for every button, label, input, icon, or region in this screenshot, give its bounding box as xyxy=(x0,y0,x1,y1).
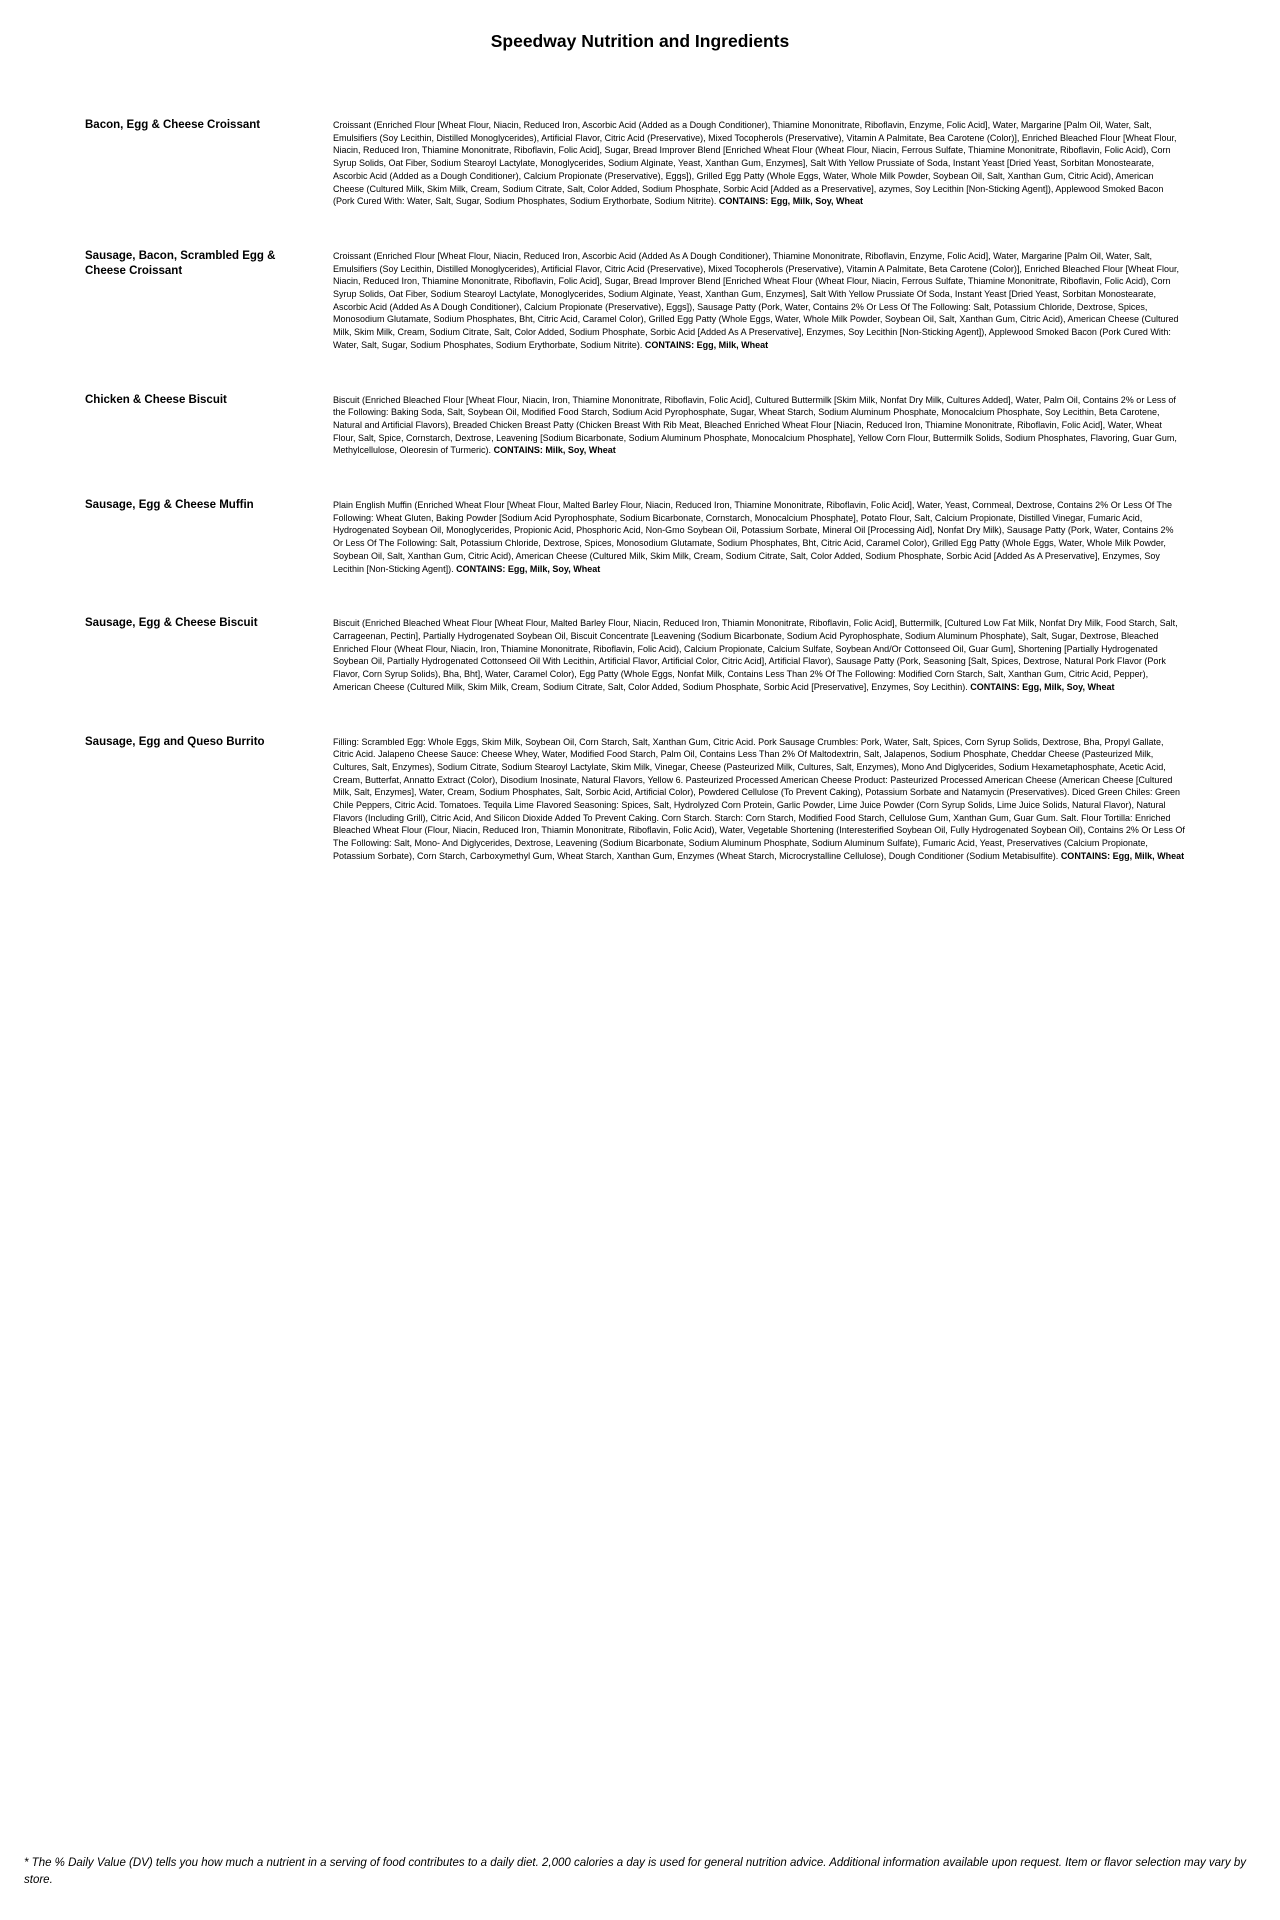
item-name: Sausage, Egg & Cheese Biscuit xyxy=(85,617,258,630)
item-row xyxy=(85,617,1280,693)
item-contains-allergens: CONTAINS: Egg, Milk, Soy, Wheat xyxy=(970,681,1115,692)
page-title: Speedway Nutrition and Ingredients xyxy=(490,31,790,51)
item-ingredients xyxy=(333,617,1186,693)
item-ingredients-text: Filling: Scrambled Egg: Whole Eggs, Skim Milk, Soybean Oil, Corn Starch, Salt, Xanthan Gum, Citric Acid. Pork Sausage Crumbles: Pork, Water, Salt, Spices, Corn Syrup Solids, Dextrose, Bha, Propyl Gallate, Citric Acid. Jalapeno Cheese Sauce: Cheese Whey, Water, Modified Food Starch, Palm Oil, Contains Less Than 2% Of Maltodextrin, Salt, Jalapenos, Sodium Phosphate, Cheddar Cheese (Pasteurized Milk, Cultures, Salt, Enzymes), Sodium Citrate, Sodium Stearoyl Lactylate, Skim Milk, Vinegar, Cheese (Pasteurized Milk, Cultures, Salt, Enzymes), Mono And Diglycerides, Sodium Hexametaphosphate, Acetic Acid, Cream, Butterfat, Annatto Extract (Color), Disodium Inosinate, Natural Flavors, Yellow 6. Pasteurized Processed American Cheese Product: Pasteurized Processed American Cheese (American Cheese [Cultured Milk, Salt, Enzymes], Water, Cream, Sodium Phosphates, Salt, Sorbic Acid, Artificial Color), Powdered Cellulose (To Prevent Caking), Potassium Sorbate and Natamycin (Preservatives). Diced Green Chiles: Green Chile Peppers, Citric Acid. Tomatoes. Tequila Lime Flavored Seasoning: Spices, Salt, Hydrolyzed Corn Protein, Garlic Powder, Lime Juice Powder (Corn Syrup Solids, Lime Juice Solids, Natural Flavor), Natural Flavors (Including Grill), Citric Acid, And Silicon Dioxide Added To Prevent Caking. Corn Starch. Starch: Corn Starch, Modified Food Starch, Cellulose Gum, Xanthan Gum, Guar Gum. Salt. Flour Tortilla: Enriched Bleached Wheat Flour (Flour, Niacin, Reduced Iron, Thiamin Mononitrate, Riboflavin, Folic Acid), Water, Vegetable Shortening (Interesterified Soybean Oil, Fully Hydrogenated Soybean Oil), Contains 2% Or Less Of The Following: Salt, Mono- And Diglycerides, Dextrose, Leavening (Sodium Bicarbonate, Sodium Aluminum Phosphate, Sodium Aluminum Sulfate), Fumaric Acid, Yeast, Preservatives (Calcium Propionate, Potassium Sorbate), Corn Starch, Carboxymethyl Gum, Wheat Starch, Xanthan Gum, Enzymes (Wheat Starch, Microcrystalline Cellulose), Dough Conditioner (Sodium Metabisulfite). xyxy=(333,736,1185,861)
item-ingredients xyxy=(333,499,1186,575)
item-contains-allergens: CONTAINS: Egg, Milk, Wheat xyxy=(1060,850,1185,861)
items-list xyxy=(85,119,1280,863)
item-ingredients xyxy=(333,119,1186,208)
item-ingredients-text: Plain English Muffin (Enriched Wheat Flour [Wheat Flour, Malted Barley Flour, Niacin, Reduced Iron, Thiamine Mononitrate, Riboflavin, Folic Acid], Water, Yeast, Cornmeal, Dextrose, Contains 2% Or Less Of The Following: Wheat Gluten, Baking Powder [Sodium Acid Pyrophosphate, Sodium Bicarbonate, Cornstarch, Monocalcium Phosphate], Potato Flour, Salt, Calcium Propionate, Distilled Vinegar, Fumaric Acid, Hydrogenated Soybean Oil, Monoglycerides, Propionic Acid, Phosphoric Acid, Non-Gmo Soybean Oil, Potassium Sorbate, Mineral Oil [Processing Aid], Nonfat Dry Milk), Sausage Patty (Pork, Water, Contains 2% Or Less Of The Following: Salt, Potassium Chloride, Dextrose, Spices, Monosodium Glutamate, Sodium Phosphates, Bht, Citric Acid, Caramel Color), Grilled Egg Patty (Whole Eggs, Water, Whole Milk Powder, Soybean Oil, Salt, Xanthan Gum, Citric Acid), American Cheese (Cultured Milk, Skim Milk, Cream, Sodium Citrate, Salt, Color Added, Sodium Phosphate, Sorbic Acid [Added As A Preservative], Enzymes, Soy Lecithin [Non-Sticking Agent]). xyxy=(333,500,1174,574)
item-contains-allergens: CONTAINS: Egg, Milk, Soy, Wheat xyxy=(718,196,864,207)
item-ingredients-text: Biscuit (Enriched Bleached Flour [Wheat Flour, Niacin, Iron, Thiamine Mononitrate, Riboflavin, Folic Acid], Cultured Buttermilk [Skim Milk, Nonfat Dry Milk, Cultures Added], Water, Palm Oil, Contains 2% or Less of the Following: Baking Soda, Salt, Soybean Oil, Modified Food Starch, Sodium Acid Pyrophosphate, Sugar, Wheat Starch, Sodium Aluminum Phosphate, Monocalcium Phosphate, Soy Lecithin, Beta Carotene, Natural and Artificial Flavors), Breaded Chicken Breast Patty (Chicken Breast With Rib Meat, Bleached Enriched Wheat Flour [Niacin, Reduced Iron, Thiamine Mononitrate, Riboflavin, Folic Acid], Water, Wheat Flour, Salt, Spice, Cornstarch, Dextrose, Leavening [Sodium Bicarbonate, Sodium Aluminum Phosphate, Monocalcium Phosphate], Yellow Corn Flour, Buttermilk Solids, Sodium Phosphates, Flavoring, Guar Gum, Methylcellulose, Oleoresin of Turmeric). xyxy=(333,394,1177,456)
item-row xyxy=(85,499,1280,575)
item-ingredients-text: Biscuit (Enriched Bleached Wheat Flour [Wheat Flour, Malted Barley Flour, Niacin, Reduced Iron, Thiamin Mononitrate, Riboflavin, Folic Acid], Buttermilk, [Cultured Low Fat Milk, Nonfat Dry Milk, Food Starch, Salt, Carrageenan, Pectin], Partially Hydrogenated Soybean Oil, Biscuit Concentrate [Leavening (Sodium Bicarbonate, Sodium Acid Pyrophosphate, Sodium Aluminum Phosphate), Salt, Sugar, Dextrose, Bleached Enriched Flour (Wheat Flour, Niacin, Iron, Thiamine Mononitrate, Riboflavin, Folic Acid), Calcium Propionate, Calcium Sulfate, Soybean And/Or Cottonseed Oil, Guar Gum], Shortening [Partially Hydrogenated Soybean Oil, Partially Hydrogenated Cottonseed Oil With Lecithin, Artificial Flavor, Artificial Color, Citric Acid], Artificial Flavor), Sausage Patty (Pork, Seasoning [Salt, Spices, Dextrose, Natural Pork Flavor (Pork Flavor, Corn Syrup Solids), Bha, Bht], Water, Caramel Color), Egg Patty (Whole Eggs, Nonfat Milk, Contains Less Than 2% Of The Following: Modified Corn Starch, Salt, Xanthan Gum, Citric Acid, Pepper), American Cheese (Cultured Milk, Skim Milk, Cream, Sodium Citrate, Salt, Color Added, Sodium Phosphate, Sorbic Acid [Preservative], Enzymes, Soy Lecithin). xyxy=(333,618,1178,692)
item-contains-allergens: CONTAINS: Egg, Milk, Wheat xyxy=(644,339,769,350)
item-row xyxy=(85,250,1280,352)
item-contains-allergens: CONTAINS: Milk, Soy, Wheat xyxy=(493,445,616,456)
item-ingredients xyxy=(333,250,1186,352)
item-name: Chicken & Cheese Biscuit xyxy=(85,393,227,406)
item-name: Bacon, Egg & Cheese Croissant xyxy=(85,119,261,131)
item-ingredients xyxy=(333,394,1186,458)
item-ingredients xyxy=(333,736,1186,863)
item-name: Sausage, Bacon, Scrambled Egg & Cheese Croissant xyxy=(85,249,276,277)
item-row xyxy=(85,119,1280,208)
item-name: Sausage, Egg & Cheese Muffin xyxy=(85,499,254,512)
footer-disclaimer: * The % Daily Value (DV) tells you how much a nutrient in a serving of food contributes to a daily diet. 2,000 calories a day is used for general nutrition advice. Additional information available upon request. Item or flavor selection may vary by store. xyxy=(24,1857,1246,1886)
item-name: Sausage, Egg and Queso Burrito xyxy=(85,735,265,748)
item-row xyxy=(85,736,1280,863)
item-contains-allergens: CONTAINS: Egg, Milk, Soy, Wheat xyxy=(456,563,601,574)
item-row xyxy=(85,394,1280,458)
item-ingredients-text: Croissant (Enriched Flour [Wheat Flour, Niacin, Reduced Iron, Ascorbic Acid (Added as a Dough Conditioner), Thiamine Mononitrate, Riboflavin, Enzyme, Folic Acid], Water, Margarine [Palm Oil, Water, Salt, Emulsifiers (Soy Lecithin, Distilled Monoglycerides), Artificial Flavor, Citric Acid (Preservative), Mixed Tocopherols (Preservative), Vitamin A Palmitate, Bea Carotene (Color)], Enriched Bleached Flour [Wheat Flour, Niacin, Reduced Iron, Thiamine Mononitrate, Riboflavin, Folic Acid], Sugar, Bread Improver Blend [Enriched Wheat Flour (Wheat Flour, Niacin, Ferrous Sulfate, Thiamine Mononitrate, Riboflavin, Folic Acid), Corn Syrup Solids, Oat Fiber, Sodium Stearoyl Lactylate, Monoglycerides, Sodium Alginate, Yeast, Xanthan Gum, Enzymes], Salt With Yellow Prussiate of Soda, Instant Yeast [Dried Yeast, Sorbitan Monostearate, Ascorbic Acid (Added as a Dough Conditioner), Calcium Propionate (Preservative), Eggs]), Grilled Egg Patty (Whole Eggs, Water, Whole Milk Powder, Soybean Oil, Salt, Xanthan Gum, Citric Acid), American Cheese (Cultured Milk, Skim Milk, Cream, Sodium Citrate, Salt, Color Added, Sodium Phosphate, Sorbic Acid [Added as a Preservative], azymes, Soy Lecithin [Non-Sticking Agent]), Applewood Smoked Bacon (Pork Cured With: Water, Salt, Sugar, Sodium Phosphates, Sodium Erythorbate, Sodium Nitrite). xyxy=(333,120,1177,207)
item-ingredients-text: Croissant (Enriched Flour [Wheat Flour, Niacin, Reduced Iron, Ascorbic Acid (Added As A Dough Conditioner), Thiamine Mononitrate, Riboflavin, Enzyme, Folic Acid], Water, Margarine [Palm Oil, Water, Salt, Emulsifiers (Soy Lecithin, Distilled Monoglycerides), Artificial Flavor, Citric Acid (Preservative), Mixed Tocopherols (Preservative), Vitamin A Palmitate, Beta Carotene (Color)], Enriched Bleached Flour [Wheat Flour, Niacin, Reduced Iron, Thiamine Mononitrate, Riboflavin, Folic Acid], Sugar, Bread Improver Blend [Enriched Wheat Flour (Wheat Flour, Niacin, Ferrous Sulfate, Thiamine Mononitrate, Riboflavin, Folic Acid), Corn Syrup Solids, Oat Fiber, Sodium Stearoyl Lactylate, Monoglycerides, Sodium Alginate, Yeast, Xanthan Gum, Enzymes], Salt With Yellow Prussiate Of Soda, Instant Yeast [Dried Yeast, Sorbitan Monostearate, Ascorbic Acid (Added As A Dough Conditioner), Calcium Propionate (Preservative), Eggs]), Sausage Patty (Pork, Water, Contains 2% Or Less Of The Following: Salt, Potassium Chloride, Dextrose, Spices, Monosodium Glutamate, Sodium Phosphates, Bht, Citric Acid, Caramel Color), Grilled Egg Patty (Whole Eggs, Water, Whole Milk Powder, Soybean Oil, Salt, Xanthan Gum, Citric Acid), American Cheese (Cultured Milk, Skim Milk, Cream, Sodium Citrate, Salt, Color Added, Sodium Phosphate, Sorbic Acid [Added As A Preservative], Enzymes, Soy Lecithin [Non-Sticking Agent]), Applewood Smoked Bacon (Pork Cured With: Water, Salt, Sugar, Sodium Phosphates, Sodium Erythorbate, Sodium Nitrite). xyxy=(333,250,1179,350)
